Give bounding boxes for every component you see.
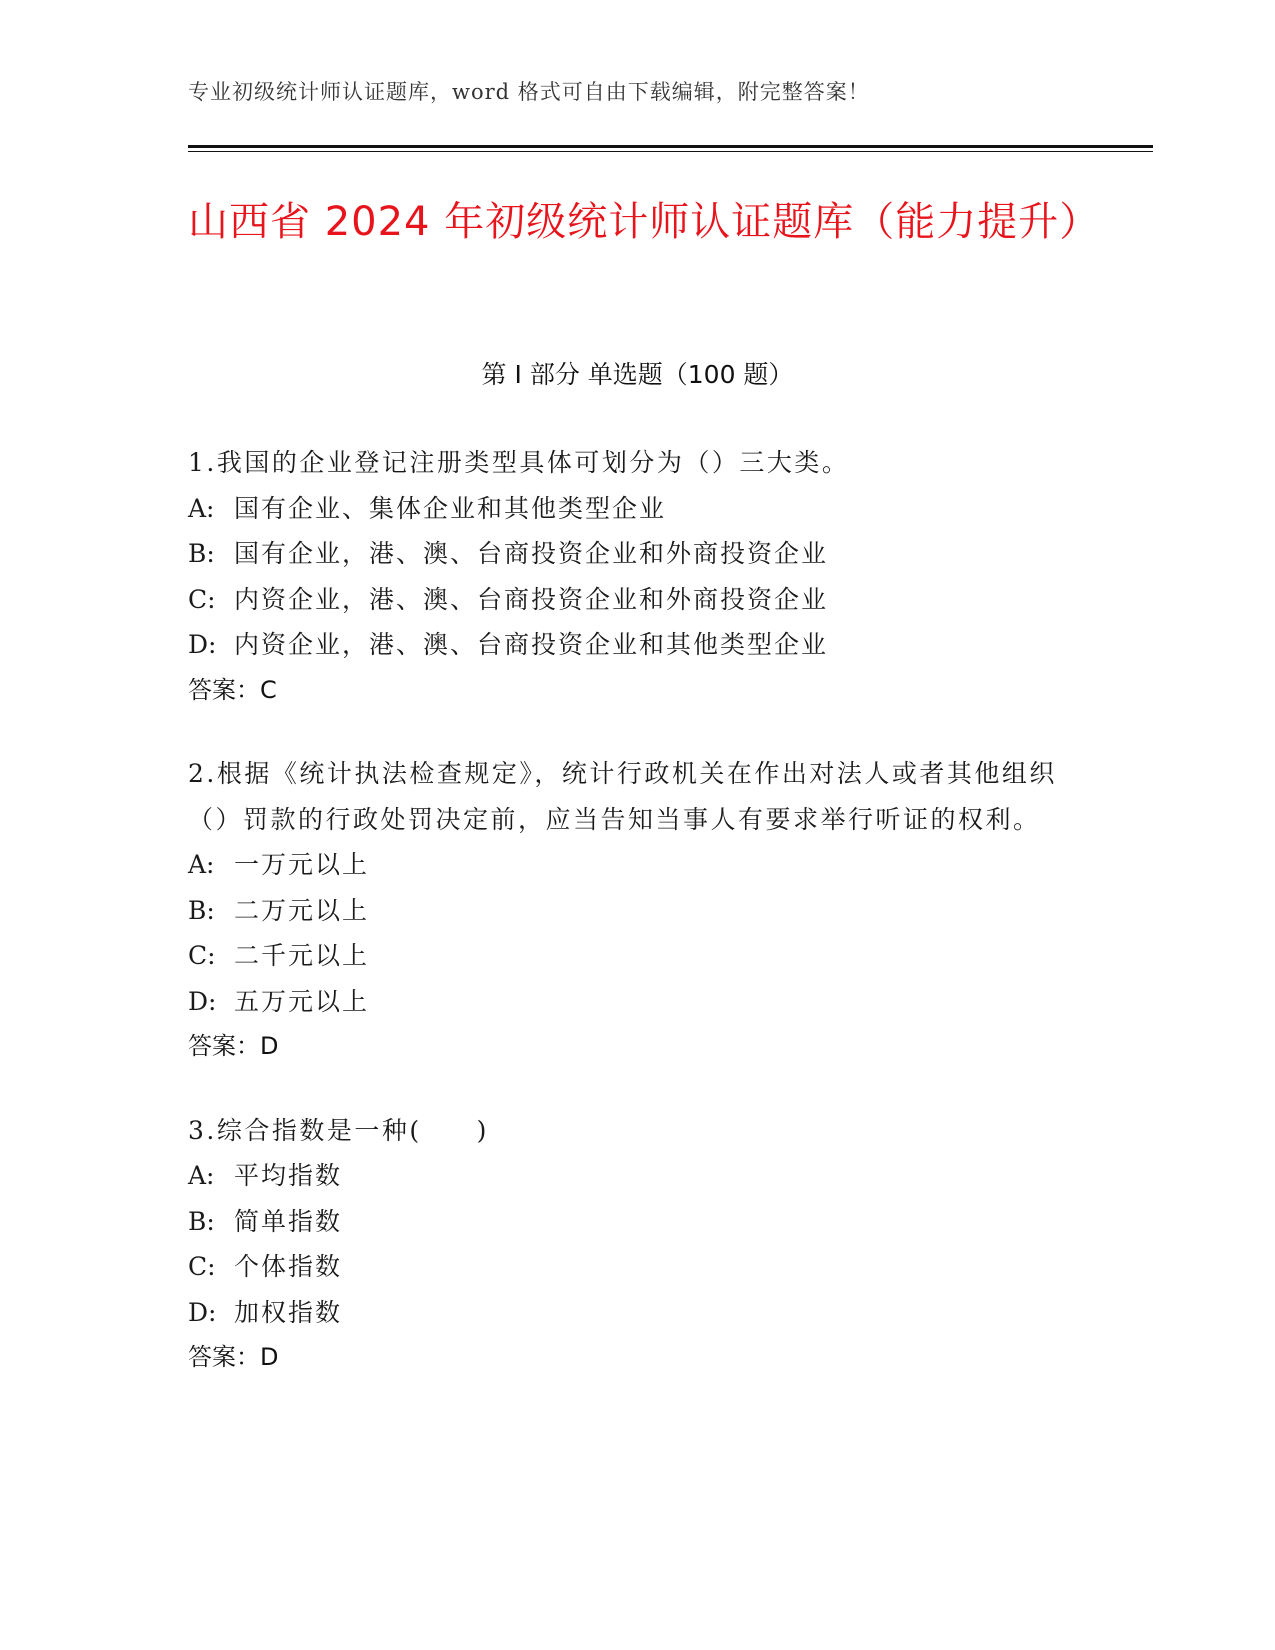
option-letter: D: [188, 1297, 217, 1327]
option-letter: D: [188, 986, 217, 1016]
question-stem: 3.综合指数是一种( ) [188, 1115, 489, 1145]
answer-line: 答案：D [188, 1032, 279, 1060]
option-a [188, 486, 1068, 532]
option-text: 一万元以上 [234, 850, 370, 879]
option-a [188, 1153, 1068, 1199]
option-d [188, 979, 1068, 1025]
option-text: 简单指数 [234, 1206, 343, 1236]
option-letter: D: [188, 630, 217, 659]
question-2 [188, 751, 1068, 1070]
option-letter: A: [188, 493, 215, 523]
option-text: 二万元以上 [234, 895, 370, 925]
header-note: 专业初级统计师认证题库，word 格式可自由下载编辑，附完整答案！ [188, 80, 870, 104]
option-letter: C: [188, 1252, 216, 1281]
option-b [188, 1199, 1068, 1245]
option-d [188, 1290, 1068, 1336]
option-text: 内资企业，港、澳、台商投资企业和其他类型企业 [234, 630, 829, 659]
option-text: 个体指数 [234, 1252, 343, 1281]
option-b [188, 531, 1068, 577]
document-title: 山西省 2024 年初级统计师认证题库（能力提升） [188, 199, 1101, 245]
option-letter: B: [188, 539, 215, 568]
answer-line: 答案：D [188, 1343, 279, 1371]
option-b [188, 888, 1068, 934]
option-c [188, 933, 1068, 979]
header-rule-thick [188, 145, 1153, 148]
question-1 [188, 440, 1068, 713]
question-stem: 2.根据《统计执法检查规定》，统计行政机关在作出对法人或者其他组织（）罚款的行政处罚决定前，应当告知当事人有要求举行听证的权利。 [188, 759, 1057, 834]
option-letter: A: [188, 850, 215, 879]
option-letter: C: [188, 941, 216, 970]
option-letter: C: [188, 584, 216, 614]
question-list [188, 440, 1068, 1419]
option-letter: B: [188, 895, 215, 925]
option-text: 内资企业，港、澳、台商投资企业和外商投资企业 [234, 584, 829, 614]
option-text: 国有企业，港、澳、台商投资企业和外商投资企业 [234, 539, 829, 568]
answer-line: 答案：C [188, 675, 277, 704]
section-title: 第 I 部分 单选题（100 题） [481, 360, 794, 389]
option-text: 国有企业、集体企业和其他类型企业 [234, 493, 667, 523]
option-text: 二千元以上 [234, 941, 370, 970]
header-rule-thin [188, 151, 1153, 152]
option-c [188, 577, 1068, 623]
option-letter: A: [188, 1161, 215, 1190]
option-a [188, 842, 1068, 888]
option-letter: B: [188, 1206, 215, 1236]
question-stem: 1.我国的企业登记注册类型具体可划分为（）三大类。 [188, 448, 850, 477]
option-text: 加权指数 [234, 1297, 343, 1327]
option-text: 平均指数 [234, 1161, 343, 1190]
option-text: 五万元以上 [234, 986, 370, 1016]
question-3 [188, 1108, 1068, 1381]
option-d [188, 622, 1068, 668]
option-c [188, 1244, 1068, 1290]
